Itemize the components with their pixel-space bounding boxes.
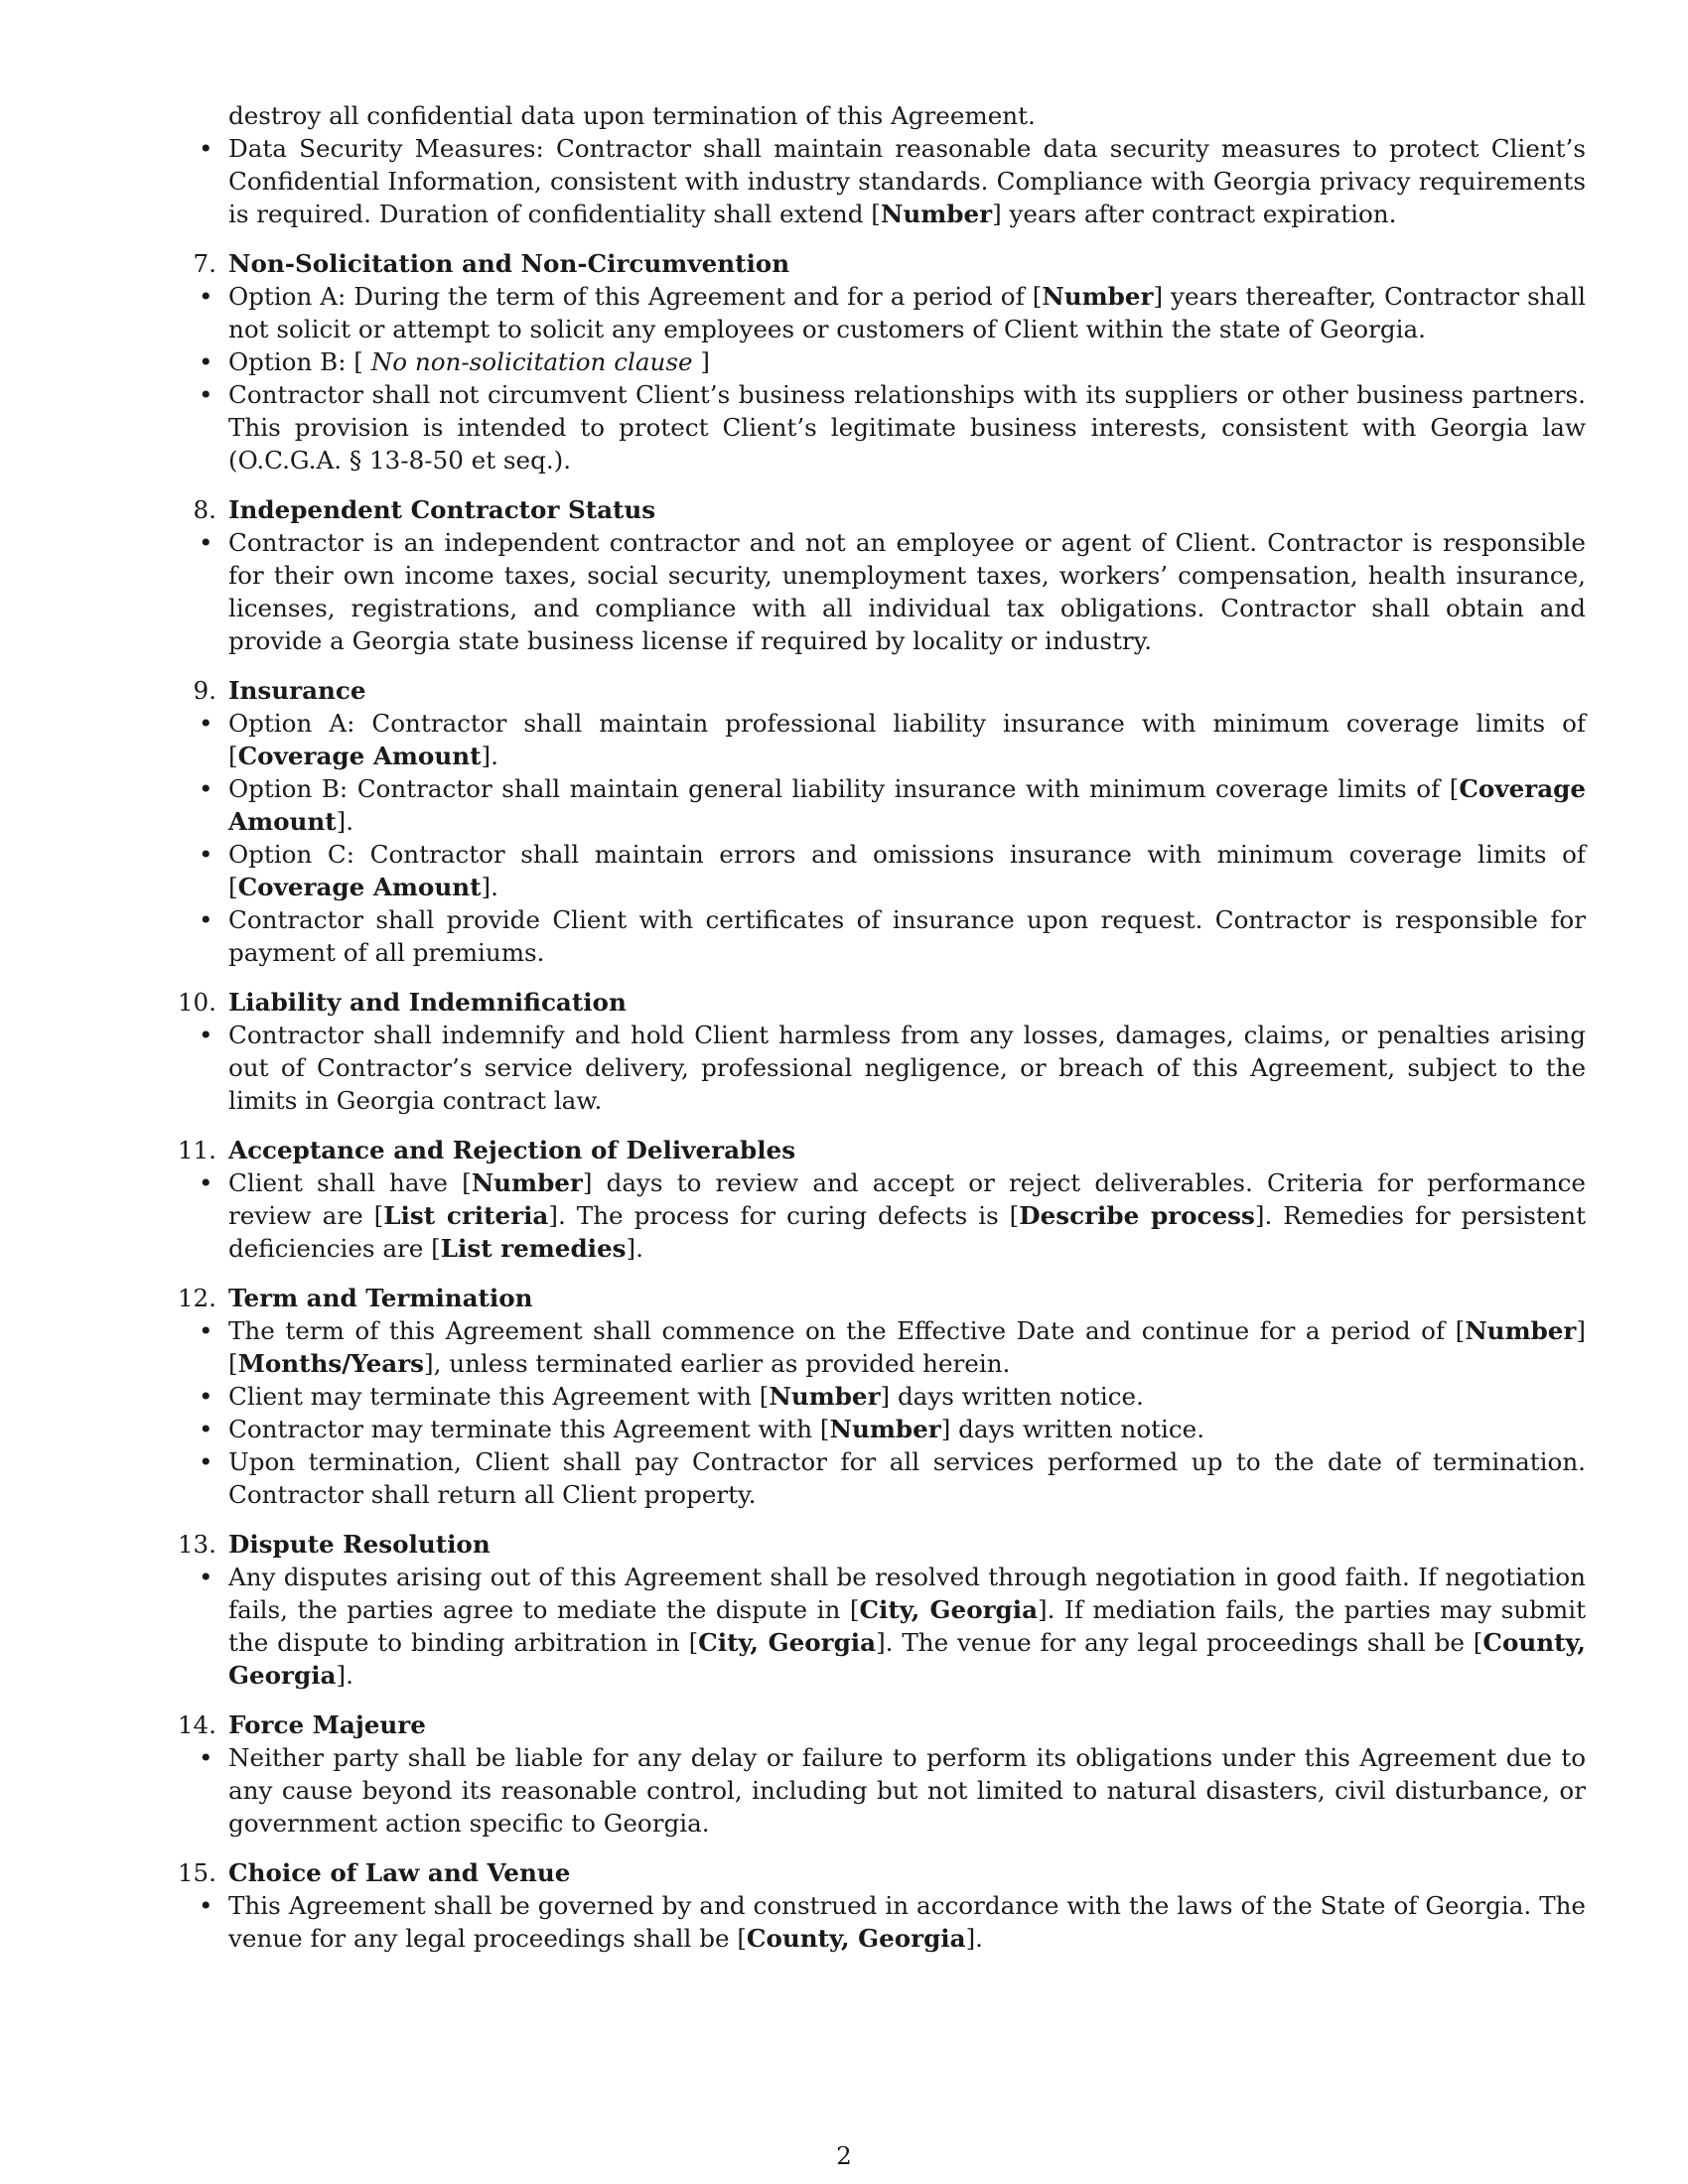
list-item: • Option C: Contractor shall maintain errors and omissions insurance with minimum coverage limits of [Coverage Amount]. [228, 838, 1586, 903]
section-heading [161, 986, 1586, 1019]
section-9 [161, 674, 1586, 969]
section-13 [161, 1528, 1586, 1692]
list-item: • Contractor may terminate this Agreement with [Number] days written notice. [228, 1413, 1586, 1445]
section-title: Force Majeure [228, 1710, 426, 1739]
section-15 [161, 1856, 1586, 1955]
section-heading [161, 1856, 1586, 1889]
list-item: • Contractor shall indemnify and hold Client harmless from any losses, damages, claims, or penalties arising out of Contractor’s service delivery, professional negligence, or breach of this Agreement, subject to the limits in Georgia contract law. [228, 1019, 1586, 1117]
page-content [161, 99, 1586, 1955]
section-list [161, 1314, 1586, 1511]
section-list [161, 707, 1586, 969]
section-heading [161, 493, 1586, 526]
list-item: • Option A: During the term of this Agreement and for a period of [Number] years thereafter, Contractor shall not solicit or attempt to solicit any employees or customers of Client within the state of Georgia. [228, 280, 1586, 345]
section-heading [161, 1708, 1586, 1741]
section-number: 7. [193, 249, 216, 278]
section-title: Choice of Law and Venue [228, 1858, 571, 1887]
list-item: • Contractor is an independent contractor and not an employee or agent of Client. Contractor is responsible for their own income taxes, social security, unemployment taxes, workers’ compensation, health insurance, licenses, registrations, and compliance with all individual tax obligations. Contractor shall obtain and provide a Georgia state business license if required by locality or industry. [228, 526, 1586, 657]
section-number: 13. [177, 1530, 216, 1559]
list-item: • Option B: [ No non-solicitation clause ] [228, 345, 1586, 378]
section-list [161, 1889, 1586, 1955]
section-14 [161, 1708, 1586, 1840]
section-title: Dispute Resolution [228, 1530, 491, 1559]
section-number: 8. [193, 495, 216, 524]
section-heading [161, 1528, 1586, 1561]
section-list [161, 1019, 1586, 1117]
section-list [161, 1166, 1586, 1265]
section-8 [161, 493, 1586, 657]
list-item: • Client shall have [Number] days to review and accept or reject deliverables. Criteria for performance review are [List criteria]. The process for curing defects is [Describe process]. Remedies for persistent deficiencies are [List remedies]. [228, 1166, 1586, 1265]
data-security-bullet: • Data Security Measures: Contractor shall maintain reasonable data security measures to protect Client’s Confidential Information, consistent with industry standards. Compliance with Georgia privacy requirements is required. Duration of confidentiality shall extend [Number] years after contract expiration. [228, 132, 1586, 230]
section-heading [161, 1134, 1586, 1166]
list-item: • Client may terminate this Agreement with [Number] days written notice. [228, 1380, 1586, 1413]
list-item: • Neither party shall be liable for any delay or failure to perform its obligations under this Agreement due to any cause beyond its reasonable control, including but not limited to natural disasters, civil disturbance, or government action specific to Georgia. [228, 1741, 1586, 1840]
section-number: 11. [177, 1136, 216, 1164]
list-item: • This Agreement shall be governed by and construed in accordance with the laws of the State of Georgia. The venue for any legal proceedings shall be [County, Georgia]. [228, 1889, 1586, 1955]
list-item: • Upon termination, Client shall pay Contractor for all services performed up to the date of termination. Contractor shall return all Client property. [228, 1445, 1586, 1511]
section-11 [161, 1134, 1586, 1265]
section-number: 9. [193, 676, 216, 705]
section-title: Term and Termination [228, 1284, 533, 1312]
section-title: Independent Contractor Status [228, 495, 656, 524]
list-item: • Contractor shall provide Client with certificates of insurance upon request. Contractor is responsible for payment of all premiums. [228, 903, 1586, 969]
list-item: • Option A: Contractor shall maintain professional liability insurance with minimum coverage limits of [Coverage Amount]. [228, 707, 1586, 772]
list-item: • Option B: Contractor shall maintain general liability insurance with minimum coverage limits of [Coverage Amount]. [228, 772, 1586, 838]
section-title: Liability and Indemnification [228, 988, 627, 1017]
section-heading [161, 247, 1586, 280]
section-number: 10. [177, 988, 216, 1017]
section-title: Insurance [228, 676, 366, 705]
section-number: 15. [177, 1858, 216, 1887]
section-title: Non-Solicitation and Non-Circumvention [228, 249, 790, 278]
section-list [161, 280, 1586, 477]
section-10 [161, 986, 1586, 1117]
list-item: • The term of this Agreement shall commence on the Effective Date and continue for a period of [Number] [Months/Years], unless terminated earlier as provided herein. [228, 1314, 1586, 1380]
carryover-line: destroy all confidential data upon termination of this Agreement. [228, 101, 1036, 130]
section-number: 14. [177, 1710, 216, 1739]
section-heading [161, 1282, 1586, 1314]
section-list [161, 1741, 1586, 1840]
section-list [161, 1561, 1586, 1692]
section-list [161, 526, 1586, 657]
section-number: 12. [177, 1284, 216, 1312]
list-item: • Any disputes arising out of this Agreement shall be resolved through negotiation in good faith. If negotiation fails, the parties agree to mediate the dispute in [City, Georgia]. If mediation fails, the parties may submit the dispute to binding arbitration in [City, Georgia]. The venue for any legal proceedings shall be [County, Georgia]. [228, 1561, 1586, 1692]
list-item: • Contractor shall not circumvent Client’s business relationships with its suppliers or other business partners. This provision is intended to protect Client’s legitimate business interests, consistent with Georgia law (O.C.G.A. § 13-8-50 et seq.). [228, 378, 1586, 477]
section-12 [161, 1282, 1586, 1511]
section-title: Acceptance and Rejection of Deliverables [228, 1136, 796, 1164]
carryover-list [161, 132, 1586, 230]
section-heading [161, 674, 1586, 707]
section-7 [161, 247, 1586, 477]
page-number: 2 [836, 2141, 852, 2170]
